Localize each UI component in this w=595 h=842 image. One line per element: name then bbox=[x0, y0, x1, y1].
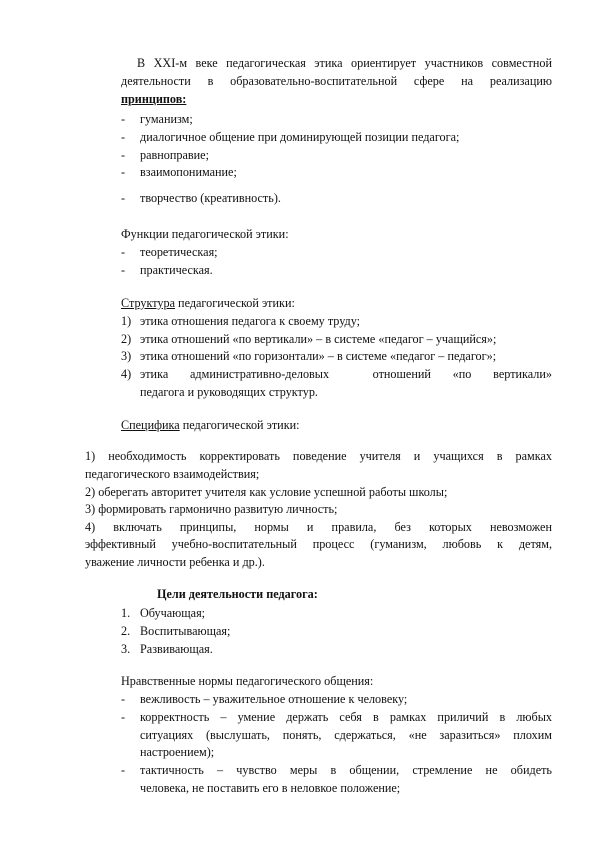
list-dash: - bbox=[121, 191, 126, 205]
structure-heading-rest: педагогической этики: bbox=[175, 296, 295, 310]
norm-item-continuation: ситуациях (выслушать, понять, сдержаться, «не заразиться» плохим bbox=[140, 728, 552, 742]
list-dash: - bbox=[121, 165, 126, 179]
structure-heading-underlined: Структура bbox=[121, 296, 175, 310]
norm-item: вежливость – уважительное отношение к человеку; bbox=[140, 692, 408, 706]
norm-item: тактичность – чувство меры в общении, стремление не обидеть bbox=[140, 763, 552, 777]
goal-item: Развивающая. bbox=[140, 642, 213, 656]
list-number: 4) bbox=[121, 367, 132, 381]
functions-heading: Функции педагогической этики: bbox=[121, 227, 289, 241]
list-dash: - bbox=[121, 148, 126, 162]
principle-item: диалогичное общение при доминирующей позиции педагога; bbox=[140, 130, 460, 144]
intro-line-1: В XXI-м веке педагогическая этика ориентирует участников совместной bbox=[137, 56, 552, 70]
principles-word: принципов: bbox=[121, 92, 187, 106]
list-number: 1. bbox=[121, 606, 131, 620]
norm-item-continuation: настроением); bbox=[140, 745, 215, 759]
specifics-line: 1) необходимость корректировать поведение учителя и учащихся в рамках bbox=[85, 449, 552, 463]
structure-heading bbox=[121, 295, 295, 312]
list-number: 2. bbox=[121, 624, 131, 638]
list-dash: - bbox=[121, 130, 126, 144]
list-dash: - bbox=[121, 710, 126, 724]
principle-item: равноправие; bbox=[140, 148, 209, 162]
structure-item: этика отношений «по горизонтали» – в системе «педагог – педагог»; bbox=[140, 349, 497, 363]
specifics-line: 2) оберегать авторитет учителя как условие успешной работы школы; bbox=[85, 485, 448, 499]
structure-item: этика отношения педагога к своему труду; bbox=[140, 314, 361, 328]
specifics-line: 3) формировать гармонично развитую личность; bbox=[85, 502, 338, 516]
function-item: практическая. bbox=[140, 263, 213, 277]
norms-heading: Нравственные нормы педагогического общения: bbox=[121, 674, 374, 688]
specifics-heading-underlined: Специфика bbox=[121, 418, 180, 432]
list-number: 3. bbox=[121, 642, 131, 656]
specifics-line: уважение личности ребенка и др.). bbox=[85, 555, 265, 569]
list-dash: - bbox=[121, 763, 126, 777]
specifics-line: 4) включать принципы, нормы и правила, без которых невозможен bbox=[85, 520, 552, 534]
structure-item-continuation: педагога и руководящих структур. bbox=[140, 385, 318, 399]
goals-heading: Цели деятельности педагога: bbox=[157, 587, 318, 601]
list-dash: - bbox=[121, 245, 126, 259]
specifics-heading-rest: педагогической этики: bbox=[179, 418, 300, 432]
list-dash: - bbox=[121, 692, 126, 706]
norm-item-continuation: человека, не поставить его в неловкое положение; bbox=[140, 781, 401, 795]
principle-item: гуманизм; bbox=[140, 112, 193, 126]
structure-item: этика отношений «по вертикали» – в системе «педагог – учащийся»; bbox=[140, 332, 497, 346]
list-number: 2) bbox=[121, 332, 132, 346]
function-item: теоретическая; bbox=[140, 245, 218, 259]
specifics-heading bbox=[121, 417, 300, 434]
norm-item: корректность – умение держать себя в рамках приличий в любых bbox=[140, 710, 552, 724]
list-number: 3) bbox=[121, 349, 132, 363]
specifics-line: эффективный учебно-воспитательный процесс (гуманизм, любовь к детям, bbox=[85, 537, 552, 551]
list-dash: - bbox=[121, 112, 126, 126]
specifics-line: педагогического взаимодействия; bbox=[85, 467, 260, 481]
principle-item: творчество (креативность). bbox=[140, 191, 281, 205]
goal-item: Воспитывающая; bbox=[140, 624, 231, 638]
principle-item: взаимопонимание; bbox=[140, 165, 237, 179]
intro-line-2: деятельности в образовательно-воспитательной сфере на реализацию bbox=[121, 74, 552, 88]
list-number: 1) bbox=[121, 314, 132, 328]
goal-item: Обучающая; bbox=[140, 606, 206, 620]
structure-item: этика административно-деловых отношений «по вертикали» bbox=[140, 367, 552, 381]
list-dash: - bbox=[121, 263, 126, 277]
